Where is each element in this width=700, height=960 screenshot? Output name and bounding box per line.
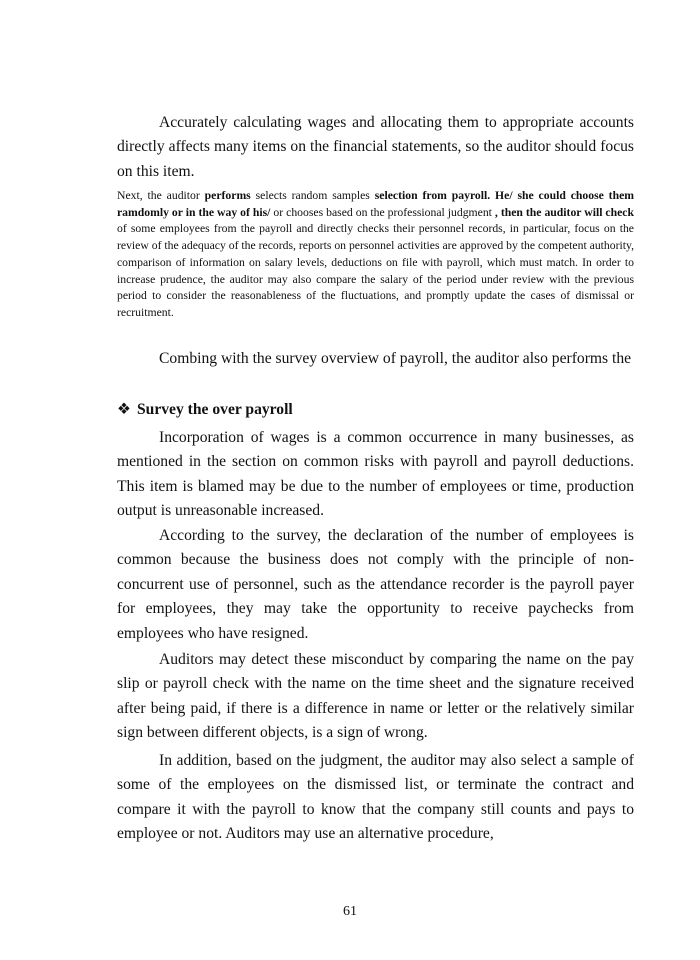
bold-run: , then the auditor will check [494,205,634,219]
text-run: selects random samples [250,189,375,202]
paragraph-incorporation-of-wages: Incorporation of wages is a common occurrence in many businesses, as mentioned in the section on common risks with payroll and payroll deductions. This item is blamed may be due to the number of employees or time, production output is unreasonable increased. [117,429,634,520]
text-run: or chooses based on the professional judgment [270,205,495,219]
paragraph-sample-selection [117,188,634,322]
bold-run: performs [204,189,251,202]
paragraph-dismissed-list: In addition, based on the judgment, the auditor may also select a sample of some of the employees on the dismissed list, or terminate the contract and compare it with the payroll to know that the company still counts and pays to employee or not. Auditors may use an alternative procedure, [117,752,634,843]
text-run: Next, the auditor [117,189,205,202]
text-run: of some employees from the payroll and directly checks their personnel records, in particular, focus on the review of the adequacy of the records, reports on personnel activities are approved by the competent authority, comparison of information on salary levels, deductions on file with payroll, which must match. In order to increase prudence, the auditor may also compare the salary of the period under review with the previous period to consider the reasonableness of the fluctuations, and promptly update the cases of dismissal or recruitment. [117,222,634,319]
paragraph-combining-survey: Combing with the survey overview of payroll, the auditor also performs the [159,350,632,367]
paragraph-detect-misconduct: Auditors may detect these misconduct by comparing the name on the pay slip or payroll check with the name on the time sheet and the signature received after being paid, if there is a difference in name or letter or the relatively similar sign between different objects, is a sign of wrong. [117,651,634,742]
bold-run: selection from payroll. He/ she could choose them ramdomly or in the way of his/ [117,189,634,219]
section-heading [117,398,293,422]
page-number: 61 [343,904,357,919]
section-heading-text: Survey the over payroll [136,401,293,418]
paragraph-declaration-of-employees: According to the survey, the declaration of the number of employees is common because the business does not comply with the principle of non-concurrent use of personnel, such as the attendance recorder is the payroll payer for employees, they may take the opportunity to receive paychecks from employees who have resigned. [117,527,634,642]
paragraph-wage-calculation: Accurately calculating wages and allocating them to appropriate accounts directly affects many items on the financial statements, so the auditor should focus on this item. [117,114,634,180]
diamond-bullet-icon: ❖ [117,401,131,418]
